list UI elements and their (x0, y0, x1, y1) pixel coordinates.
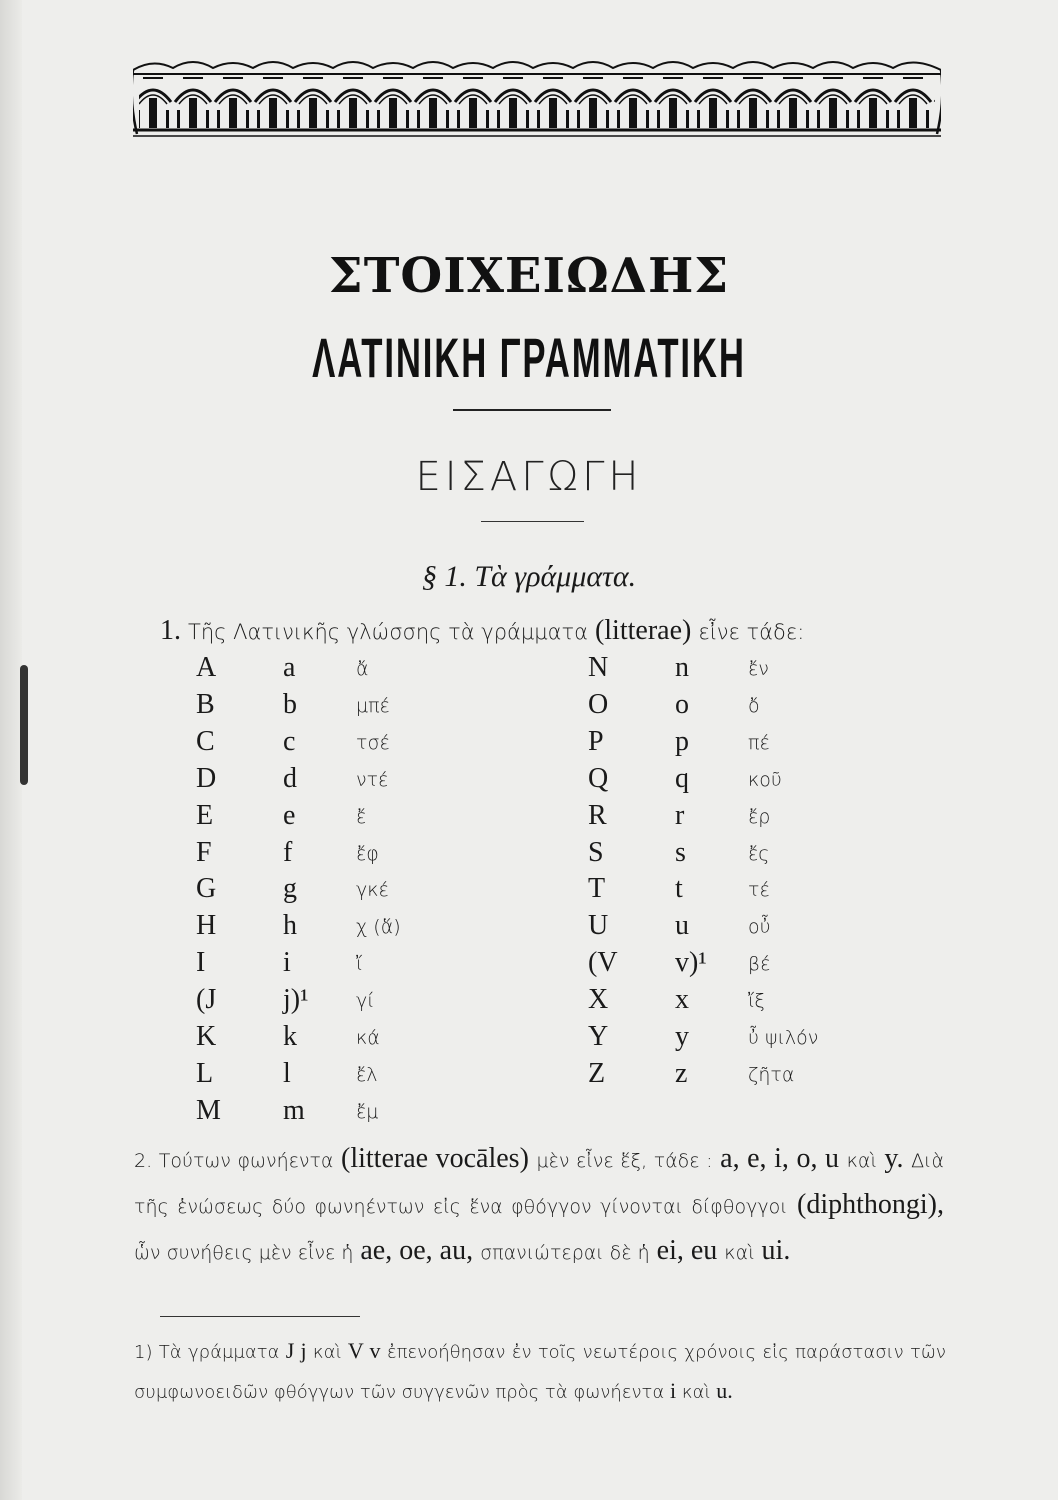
para2-latin-6: ei, eu (656, 1235, 718, 1266)
alphabet-uppercase-letter: R (588, 799, 607, 831)
alphabet-pronunciation: ἔν (748, 658, 769, 680)
alphabet-row (588, 763, 888, 799)
alphabet-row (196, 689, 496, 725)
alphabet-uppercase-letter: Q (588, 762, 609, 794)
alphabet-lowercase-letter: b (283, 688, 297, 720)
alphabet-uppercase-letter: I (196, 947, 206, 979)
footnote-latin-2: V v (347, 1338, 381, 1363)
alphabet-lowercase-letter: o (675, 688, 689, 720)
alphabet-row (588, 652, 888, 688)
alphabet-uppercase-letter: Y (588, 1021, 609, 1052)
alphabet-pronunciation: τσέ (356, 731, 390, 754)
alphabet-uppercase-letter: G (196, 873, 217, 905)
alphabet-lowercase-letter: z (675, 1057, 688, 1089)
alphabet-pronunciation: μπέ (356, 694, 390, 717)
alphabet-uppercase-letter: C (196, 725, 215, 757)
alphabet-lowercase-letter: h (283, 910, 297, 942)
alphabet-row (588, 984, 888, 1020)
alphabet-row (196, 947, 496, 983)
vowels-paragraph (134, 1137, 944, 1275)
alphabet-lowercase-letter: d (283, 762, 297, 794)
alphabet-lowercase-letter: r (675, 799, 685, 831)
alphabet-lowercase-letter: u (675, 910, 689, 942)
alphabet-row (196, 726, 496, 762)
binding-mark (20, 665, 28, 785)
alphabet-row (196, 873, 496, 909)
alphabet-uppercase-letter: A (196, 652, 217, 683)
para2-text-2: μὲν εἶνε ἕξ, τάδε : (536, 1150, 713, 1172)
intro-end: εἶνε τάδε: (698, 620, 805, 644)
alphabet-row (588, 947, 888, 983)
alphabet-lowercase-letter: m (283, 1094, 305, 1126)
intro-paragraph (160, 615, 940, 647)
alphabet-row (588, 689, 888, 725)
footnote-latin-1: J j (285, 1338, 307, 1363)
section-heading: § 1. Τὰ γράμματα. (421, 560, 637, 593)
alphabet-row (196, 837, 496, 873)
para2-latin-7: ui. (761, 1235, 791, 1266)
para2-latin-5: ae, oe, au, (360, 1235, 474, 1266)
intro-number: 1. (160, 615, 181, 646)
alphabet-uppercase-letter: M (196, 1094, 221, 1126)
alphabet-lowercase-letter: f (283, 836, 293, 868)
footnote-latin-3: i (669, 1378, 677, 1403)
alphabet-uppercase-letter: H (196, 910, 217, 942)
alphabet-pronunciation: ἴξ (748, 990, 766, 1013)
alphabet-row (588, 800, 888, 836)
alphabet-row (196, 800, 496, 836)
alphabet-right-column (588, 652, 888, 1092)
alphabet-lowercase-letter: t (675, 873, 683, 905)
para2-latin-3: y. (884, 1143, 904, 1174)
alphabet-lowercase-letter: q (675, 762, 689, 794)
alphabet-uppercase-letter: (J (196, 984, 217, 1016)
para2-text-3: καὶ (846, 1150, 877, 1172)
alphabet-pronunciation: ὄ (748, 694, 760, 717)
alphabet-uppercase-letter: T (588, 873, 606, 905)
alphabet-uppercase-letter: X (588, 984, 609, 1016)
alphabet-uppercase-letter: U (588, 910, 609, 942)
alphabet-uppercase-letter: N (588, 652, 609, 683)
para2-text-5: ὧν συνήθεις μὲν εἶνε ἡ (134, 1242, 354, 1264)
alphabet-uppercase-letter: P (588, 725, 604, 757)
alphabet-lowercase-letter: v)¹ (675, 947, 707, 979)
alphabet-lowercase-letter: l (283, 1057, 291, 1089)
alphabet-uppercase-letter: D (196, 762, 217, 794)
alphabet-pronunciation: ἴ (356, 953, 363, 976)
alphabet-row (196, 984, 496, 1020)
alphabet-row (196, 1021, 496, 1057)
title-rule (453, 409, 611, 411)
alphabet-row (196, 763, 496, 799)
para2-latin-1: (litterae vocāles) (341, 1143, 529, 1174)
alphabet-pronunciation: ἔφ (356, 842, 379, 865)
alphabet-pronunciation: τέ (748, 879, 770, 902)
footnote-text-1: 1) Τὰ γράμματα (134, 1342, 280, 1363)
alphabet-row (588, 1058, 888, 1094)
alphabet-uppercase-letter: Z (588, 1057, 606, 1089)
alphabet-pronunciation: ἔς (748, 842, 770, 865)
alphabet-lowercase-letter: p (675, 725, 689, 757)
alphabet-pronunciation: ζῆτα (748, 1063, 795, 1086)
alphabet-pronunciation: ἔ (356, 805, 367, 828)
alphabet-pronunciation: ἔλ (356, 1063, 378, 1086)
para2-latin-4: (diphthongi), (797, 1189, 944, 1220)
alphabet-row (196, 652, 496, 688)
para2-text-4: Διὰ τῆς ἑνώσεως δύο φωνηέντων εἰς ἕνα φθόγγον γίνονται δίφθογγοι (134, 1150, 945, 1218)
alphabet-pronunciation: πέ (748, 731, 770, 754)
alphabet-lowercase-letter: k (283, 1021, 297, 1052)
alphabet-pronunciation: γκέ (356, 879, 389, 902)
alphabet-lowercase-letter: e (283, 799, 296, 831)
alphabet-uppercase-letter: K (196, 1021, 217, 1052)
alphabet-pronunciation: ντέ (356, 768, 389, 791)
alphabet-lowercase-letter: n (675, 652, 689, 683)
alphabet-row (588, 873, 888, 909)
title-line-2: ΛΑΤΙΝΙΚΗ ΓΡΑΜΜΑΤΙΚΗ (312, 326, 746, 389)
alphabet-uppercase-letter: S (588, 836, 604, 868)
alphabet-pronunciation: οὖ (748, 916, 771, 939)
footnote-rule (160, 1316, 360, 1317)
alphabet-uppercase-letter: L (196, 1057, 214, 1089)
alphabet-row (588, 910, 888, 946)
alphabet-row (196, 1058, 496, 1094)
footnote-text-4: καὶ (681, 1382, 711, 1403)
alphabet-uppercase-letter: O (588, 688, 609, 720)
alphabet-lowercase-letter: j)¹ (283, 984, 309, 1016)
alphabet-pronunciation: ἔμ (356, 1100, 379, 1123)
alphabet-lowercase-letter: s (675, 836, 686, 868)
footnote-text-3: ἐπενοήθησαν ἐν τοῖς νεωτέροις χρόνοις εἰς παράστασιν τῶν συμφωνοειδῶν φθόγγων τῶν συγγενῶν πρὸς τὰ φωνήεντα (134, 1342, 946, 1403)
alphabet-lowercase-letter: i (283, 947, 291, 979)
subtitle-introduction: ΕΙΣΑΓΩΓΗ (415, 454, 643, 500)
para2-text-7: καὶ (724, 1242, 755, 1264)
alphabet-pronunciation: κοῦ (748, 768, 782, 791)
footnote (134, 1332, 946, 1412)
alphabet-uppercase-letter: F (196, 836, 212, 868)
alphabet-left-column (196, 652, 496, 1132)
alphabet-lowercase-letter: y (675, 1021, 689, 1052)
alphabet-row (588, 1021, 888, 1057)
page-edge-shadow (0, 0, 22, 1500)
alphabet-uppercase-letter: B (196, 688, 215, 720)
alphabet-row (196, 910, 496, 946)
intro-latin: (litterae) (594, 615, 692, 646)
title-line-1: ΣΤΟΙΧΕΙΩΔΗΣ (328, 248, 730, 304)
alphabet-lowercase-letter: c (283, 725, 296, 757)
alphabet-pronunciation: ἄ (356, 658, 369, 680)
alphabet-pronunciation: βέ (748, 953, 771, 976)
alphabet-pronunciation: γί (356, 990, 375, 1013)
intro-greek: Τῆς Λατινικῆς γλώσσης τὰ γράμματα (188, 620, 588, 644)
alphabet-lowercase-letter: a (283, 652, 296, 683)
alphabet-lowercase-letter: x (675, 984, 689, 1016)
alphabet-pronunciation: ὖ ψιλόν (748, 1027, 819, 1049)
alphabet-row (196, 1095, 496, 1131)
alphabet-row (588, 726, 888, 762)
alphabet-pronunciation: χ (ἅ) (356, 916, 401, 939)
alphabet-uppercase-letter: (V (588, 947, 618, 979)
alphabet-row (588, 837, 888, 873)
alphabet-uppercase-letter: E (196, 799, 214, 831)
para2-text-6: σπανιώτεραι δὲ ἡ (480, 1242, 650, 1264)
subtitle-rule (481, 521, 584, 522)
footnote-latin-4: u. (716, 1378, 733, 1403)
decorative-header-ornament (133, 50, 941, 142)
alphabet-pronunciation: κά (356, 1027, 380, 1049)
footnote-text-2: καὶ (312, 1342, 342, 1363)
para2-text-1: 2. Τούτων φωνήεντα (134, 1150, 334, 1172)
para2-latin-2: a, e, i, o, u (720, 1143, 839, 1174)
alphabet-lowercase-letter: g (283, 873, 297, 905)
alphabet-pronunciation: ἔρ (748, 805, 771, 828)
